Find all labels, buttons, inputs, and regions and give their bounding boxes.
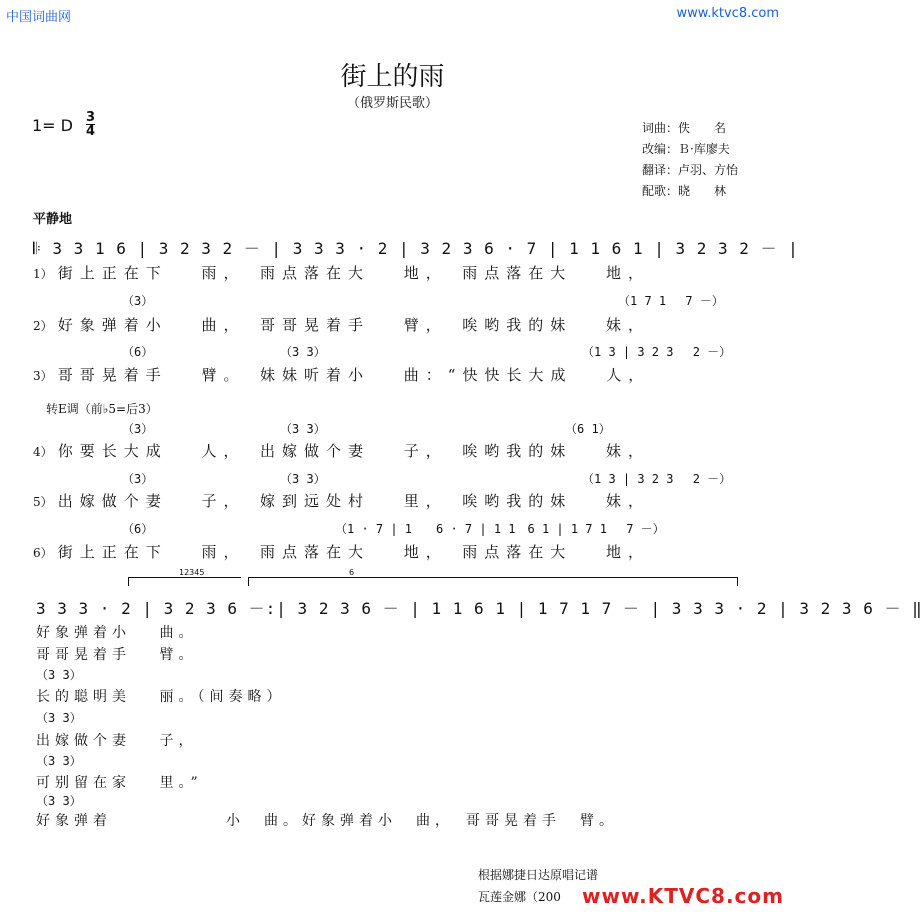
verse-text: 哥哥晃着手 臂。 妹妹听着小 曲：“快快长大成 人， (57, 366, 651, 384)
score-line-1: 𝄆 3 3 1 6 | 3 2 3 2 － | 3 3 3 · 2 | 3 2 3 6 · 7 | 1 1 6 1 | 3 2 3 2 － | (33, 239, 799, 258)
lyric-row-3 (33, 364, 650, 385)
volta-bracket-first (128, 568, 241, 586)
verse-number: 2） (33, 319, 53, 333)
hint-note: （3 3） (36, 711, 82, 725)
verse-text: 街上正在下 雨， 雨点落在大 地， 雨点落在大 地， (57, 543, 651, 561)
hint-note: （1 3 | 3 2 3 2 －） (582, 345, 732, 359)
modulation-note: 转E调（前♭5=后3） (46, 402, 158, 416)
credit-lyrics-music: 词曲：佚 名 (642, 121, 727, 135)
score-line-2: 3 3 3 · 2 | 3 2 3 6 －:| 3 2 3 6 － | 1 1 6 1 | 1 7 1 7 － | 3 3 3 · 2 | 3 2 3 6 － ‖ (36, 599, 923, 618)
volta-bracket-second (248, 568, 738, 586)
verse-end-4: 出嫁做个妻 子， (36, 733, 198, 749)
hint-note: （3） (122, 472, 154, 486)
singer-note: 瓦莲金娜（200 (478, 890, 561, 904)
verse-number: 3） (33, 369, 53, 383)
meter-top: 3 (86, 110, 96, 125)
meter-bottom: 4 (86, 124, 96, 139)
hint-note: （3 3） (36, 668, 82, 682)
verse-number: 5） (33, 495, 53, 509)
credit-translator: 翻译：卢羽、方怡 (642, 163, 739, 177)
hint-note: （6） (122, 522, 154, 536)
lyric-row-2 (33, 314, 650, 335)
site-url-right[interactable]: www.ktvc8.com (676, 6, 779, 21)
credit-adapter: 配歌：晓 林 (642, 184, 727, 198)
verse-text: 街上正在下 雨， 雨点落在大 地， 雨点落在大 地， (57, 264, 651, 282)
credits-block (642, 118, 738, 202)
hint-note: （3 3） (280, 472, 326, 486)
hint-note: （3） (122, 294, 154, 308)
hint-note: （3 3） (280, 345, 326, 359)
hint-note: （1 7 1 7 －） (618, 294, 724, 308)
verse-end-2: 哥哥晃着手 臂。 (36, 647, 198, 663)
lyric-row-1 (33, 262, 650, 283)
verse-text: 你要长大成 人， 出嫁做个妻 子， 唉哟我的妹 妹， (57, 442, 651, 460)
verse-text: 出嫁做个妻 子， 嫁到远处村 里， 唉哟我的妹 妹， (57, 492, 651, 510)
verse-text: 好象弹着小 曲， 哥哥晃着手 臂， 唉哟我的妹 妹， (57, 316, 651, 334)
verse-number: 1） (33, 267, 53, 281)
transcription-source: 根据娜捷日达原唱记谱 (478, 868, 599, 882)
lyric-row-6 (33, 541, 650, 562)
lyric-row-4 (33, 440, 650, 461)
time-signature (86, 112, 95, 137)
hint-note: （6 1） (565, 422, 611, 436)
verse-number: 6） (33, 546, 53, 560)
song-title: 街上的雨 (340, 62, 445, 92)
hint-note: （3 3） (280, 422, 326, 436)
site-name-left[interactable]: 中国词曲网 (6, 10, 72, 25)
verse-end-1: 好象弹着小 曲。 (36, 625, 198, 641)
credit-arranger: 改编：Ｂ·库廖夫 (642, 142, 730, 156)
hint-note: （3） (122, 422, 154, 436)
hint-note: （3 3） (36, 754, 82, 768)
verse-end-3: 长的聪明美 丽。（间奏略） (36, 689, 286, 705)
volta-label: 6 (349, 568, 355, 577)
verse-number: 4） (33, 445, 53, 459)
key-signature: 1= D (32, 116, 73, 135)
tempo-marking: 平静地 (33, 212, 73, 227)
hint-note: （6） (122, 345, 154, 359)
watermark-logo: www.KTVC8.com (582, 884, 784, 908)
song-subtitle: （俄罗斯民歌） (346, 96, 438, 111)
hint-note: （1 · 7 | 1 6 · 7 | 1 1 6 1 | 1 7 1 7 －） (335, 522, 665, 536)
hint-note: （3 3） (36, 794, 82, 808)
final-lyric-line: 好象弹着 小 曲。好象弹着小 曲， 哥哥晃着手 臂。 (36, 813, 618, 829)
hint-note: （1 3 | 3 2 3 2 －） (582, 472, 732, 486)
verse-end-5: 可别留在家 里。” (36, 775, 203, 791)
volta-label: 12345 (179, 568, 205, 577)
lyric-row-5 (33, 490, 650, 511)
